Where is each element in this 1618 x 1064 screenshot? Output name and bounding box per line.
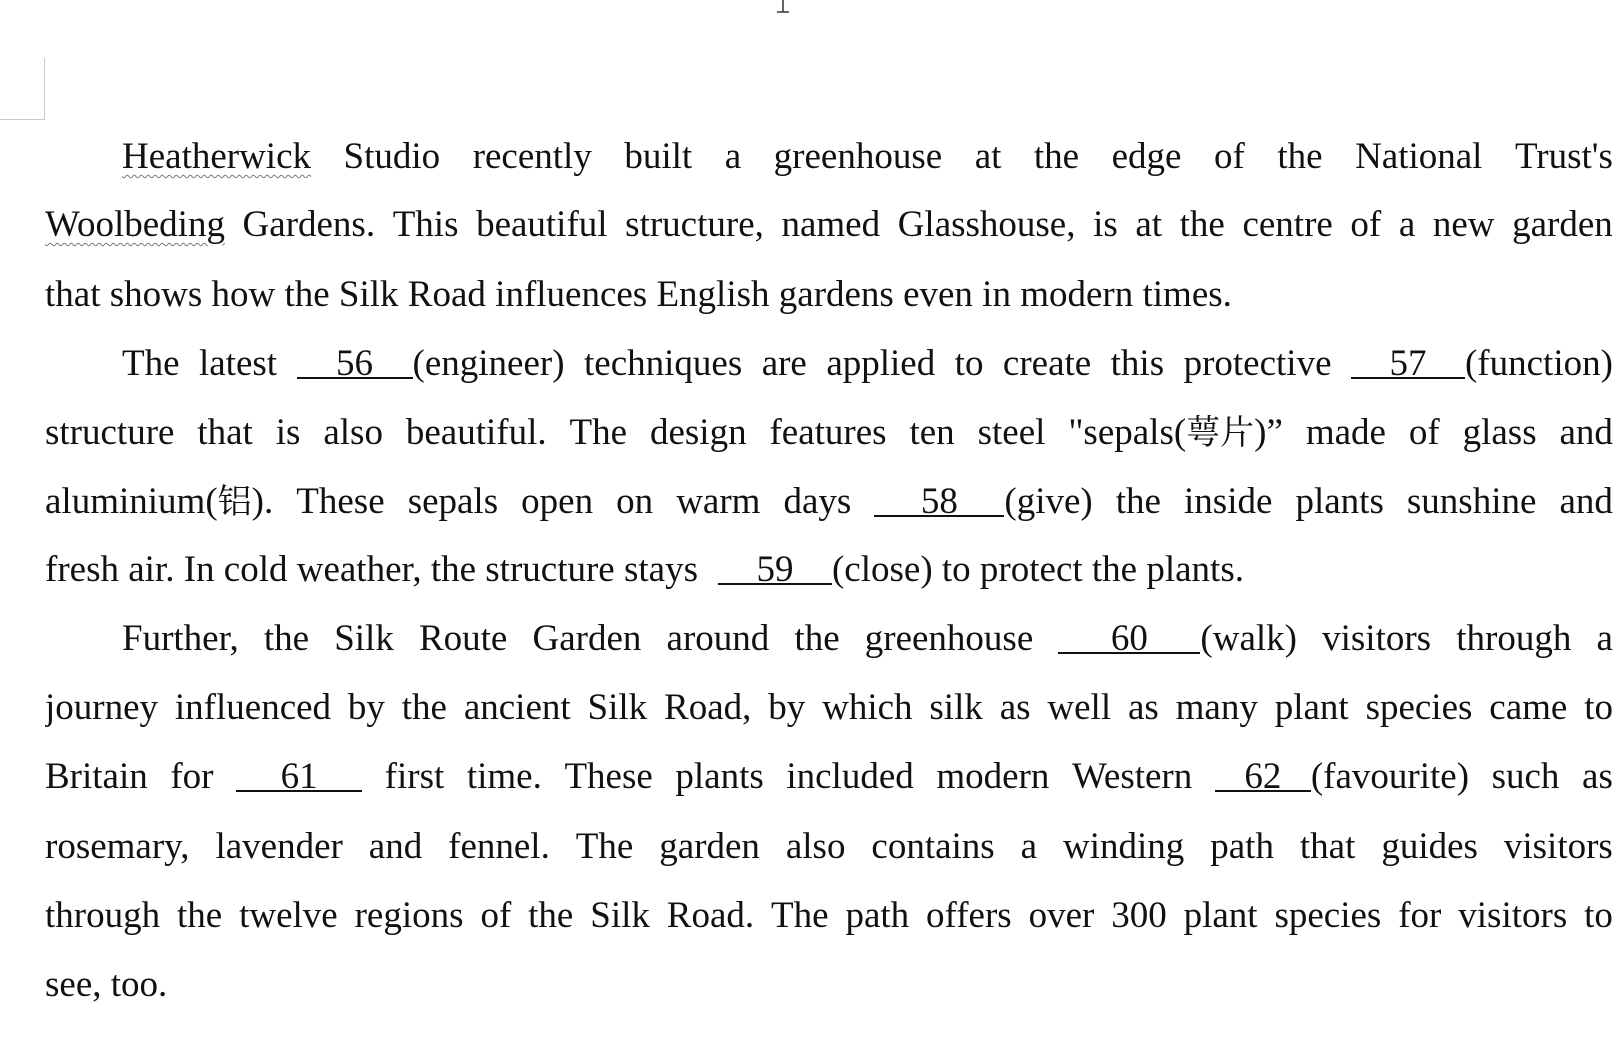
paragraph-3-line-1 [122, 614, 1613, 664]
word: over [1028, 895, 1095, 936]
word: which [822, 687, 913, 728]
word: of [1214, 136, 1245, 177]
word: Glasshouse, [897, 204, 1076, 245]
paragraph-3-line-6 [45, 960, 1613, 1010]
sentence-text: fresh air. In cold weather, the structure stays [45, 549, 698, 590]
paragraph-3-line-2 [45, 683, 1613, 733]
word: The [122, 343, 180, 384]
word: techniques [584, 343, 743, 384]
word: rosemary, [45, 826, 190, 867]
word: protective [1183, 343, 1332, 384]
word: by [347, 687, 385, 728]
word: (walk) [1200, 618, 1297, 659]
word: plants [1295, 481, 1384, 522]
word: latest [198, 343, 278, 384]
paragraph-3-line-4 [45, 822, 1613, 872]
paragraph-2-line-4 [45, 545, 1613, 595]
word: sepals [407, 481, 499, 522]
word: The [575, 826, 634, 867]
word: (function) [1464, 343, 1613, 384]
chinese-gloss: 铝 [217, 482, 252, 522]
word: for [1398, 895, 1442, 936]
word: visitors [1322, 618, 1432, 659]
word: greenhouse [773, 136, 943, 177]
word: the [1033, 136, 1080, 177]
word: and [1559, 481, 1613, 522]
word: twelve [239, 895, 338, 936]
word: the [177, 895, 223, 936]
word: path [1210, 826, 1274, 867]
word: warm [676, 481, 761, 522]
word: at [974, 136, 1002, 177]
word: a [724, 136, 742, 177]
word: a [1020, 826, 1038, 867]
word: These [564, 756, 653, 797]
word: such [1491, 756, 1560, 797]
word: that [197, 412, 253, 453]
word: species [1365, 687, 1473, 728]
paragraph-2-line-2 [45, 408, 1613, 458]
word: The [569, 412, 628, 453]
word: beautiful. [405, 412, 547, 453]
word: this [1110, 343, 1165, 384]
word: came [1489, 687, 1568, 728]
answer-blank-62[interactable]: 62 [1215, 752, 1311, 792]
word: structure [45, 412, 175, 453]
word: visitors [1458, 895, 1568, 936]
word: Studio [343, 136, 441, 177]
word: species [1274, 895, 1382, 936]
word: silk [929, 687, 983, 728]
word: that [1299, 826, 1356, 867]
word: Gardens. [242, 204, 376, 245]
answer-blank-58[interactable]: 58 [874, 477, 1004, 517]
word: 300 [1111, 895, 1167, 936]
word: modern [936, 756, 1050, 797]
word: a [1596, 618, 1613, 659]
word: also [323, 412, 383, 453]
word: around [666, 618, 770, 659]
word: ten [909, 412, 955, 453]
word: as [999, 687, 1031, 728]
word: features [769, 412, 887, 453]
word: (favourite) [1310, 756, 1470, 797]
word: create [1002, 343, 1092, 384]
word: visitors [1503, 826, 1613, 867]
word: contains [871, 826, 995, 867]
word: Silk [587, 687, 648, 728]
word: days [783, 481, 852, 522]
word: time. [466, 756, 542, 797]
word: lavender [215, 826, 343, 867]
word: plant [1274, 687, 1349, 728]
word: regions [354, 895, 464, 936]
word: National [1355, 136, 1483, 177]
word: the [1115, 481, 1161, 522]
word: The [771, 895, 829, 936]
paragraph-2-line-3 [45, 477, 1613, 527]
paragraph-1-line-1 [122, 132, 1613, 182]
word: beautiful [476, 204, 608, 245]
word: aluminium( [45, 481, 218, 522]
word: the [794, 618, 840, 659]
word: the [528, 895, 574, 936]
word: to [1584, 687, 1613, 728]
word: plant [1183, 895, 1258, 936]
word: garden [659, 826, 760, 867]
word: made [1305, 412, 1386, 453]
word: as [1127, 687, 1159, 728]
word: )” [1254, 412, 1283, 453]
word: influenced [174, 687, 332, 728]
word: also [785, 826, 846, 867]
word: included [786, 756, 914, 797]
paragraph-1-line-2 [45, 200, 1613, 250]
word: for [170, 756, 214, 797]
word: glass [1462, 412, 1537, 453]
word: and [1559, 412, 1613, 453]
word: of [480, 895, 512, 936]
word: first [384, 756, 445, 797]
word: Route [418, 618, 508, 659]
word: new [1432, 204, 1495, 245]
word: ancient [463, 687, 571, 728]
word: by [768, 687, 806, 728]
word: centre [1242, 204, 1333, 245]
word: Trust's [1514, 136, 1613, 177]
word: named [781, 204, 881, 245]
answer-blank-61[interactable]: 61 [236, 752, 362, 792]
word: These [296, 481, 385, 522]
word: design [649, 412, 747, 453]
paragraph-3-line-3 [45, 752, 1613, 802]
paragraph-1-line-3 [45, 270, 1613, 320]
word: and [368, 826, 423, 867]
word: on [616, 481, 654, 522]
word: "sepals( [1068, 412, 1187, 453]
word: fennel. [448, 826, 550, 867]
sepals-term [1068, 408, 1283, 458]
word: Silk [590, 895, 650, 936]
word: as [1582, 756, 1613, 797]
word: Further, [122, 618, 239, 659]
word: path [845, 895, 910, 936]
word: to [1584, 895, 1613, 936]
word: a [1398, 204, 1416, 245]
word: Road. [666, 895, 755, 936]
word: through [45, 895, 161, 936]
word: This [392, 204, 459, 245]
word: sunshine [1406, 481, 1537, 522]
word: steel [977, 412, 1046, 453]
word: garden [1512, 204, 1613, 245]
sentence-text: (close) to protect the plants. [831, 549, 1244, 590]
word: edge [1111, 136, 1182, 177]
answer-blank-60[interactable]: 60 [1058, 614, 1200, 654]
word: the [401, 687, 447, 728]
word: Woolbeding [45, 204, 225, 245]
answer-blank-57[interactable]: 57 [1351, 339, 1465, 379]
word: is [275, 412, 301, 453]
word: recently [472, 136, 592, 177]
word: winding [1063, 826, 1185, 867]
sentence-text: that shows how the Silk Road influences English gardens even in modern times. [45, 274, 1232, 315]
word: is [1093, 204, 1118, 245]
word: Garden [532, 618, 642, 659]
word: (engineer) [412, 343, 565, 384]
paragraph-3-line-5 [45, 891, 1613, 941]
aluminium-term [45, 477, 273, 527]
word: many [1175, 687, 1258, 728]
word: the [1277, 136, 1323, 177]
word: open [521, 481, 594, 522]
paragraph-2-line-1 [122, 339, 1613, 389]
word: Heatherwick [122, 136, 312, 177]
word: well [1047, 687, 1112, 728]
word: plants [675, 756, 764, 797]
word: are [761, 343, 807, 384]
word: inside [1184, 481, 1273, 522]
word: Western [1071, 756, 1193, 797]
word: to [954, 343, 984, 384]
word: the [1179, 204, 1225, 245]
word: journey [45, 687, 159, 728]
word: of [1408, 412, 1440, 453]
word: ). [251, 481, 274, 522]
word: Britain [45, 756, 148, 797]
word: applied [826, 343, 936, 384]
word: through [1456, 618, 1572, 659]
answer-blank-56[interactable]: 56 [297, 339, 413, 379]
word: Silk [334, 618, 394, 659]
word: built [624, 136, 693, 177]
word: structure, [625, 204, 764, 245]
word: of [1350, 204, 1382, 245]
sentence-text: see, too. [45, 964, 168, 1005]
word: offers [926, 895, 1012, 936]
word: greenhouse [864, 618, 1034, 659]
word: guides [1381, 826, 1478, 867]
word: at [1135, 204, 1163, 245]
chinese-gloss: 萼片 [1186, 413, 1255, 453]
answer-blank-59[interactable]: 59 [718, 545, 832, 585]
word: the [263, 618, 310, 659]
word: Road, [664, 687, 752, 728]
word: (give) [1004, 481, 1093, 522]
